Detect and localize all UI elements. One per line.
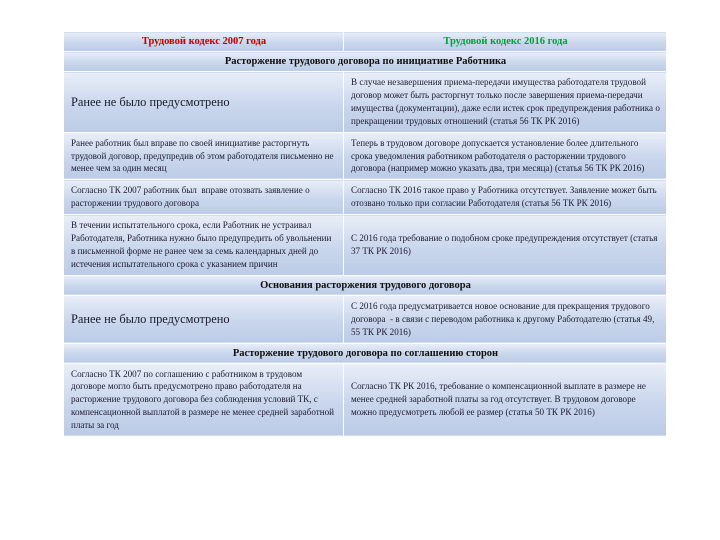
table-row bbox=[64, 215, 667, 276]
section-header-row-grounds bbox=[64, 275, 667, 295]
section-header-row-employee-initiative bbox=[64, 52, 667, 72]
section-header-mutual-agreement bbox=[64, 343, 667, 363]
row-3-cell-2007 bbox=[64, 180, 344, 215]
section-header-row-mutual-agreement bbox=[64, 343, 667, 363]
row-1-cell-2016 bbox=[344, 72, 667, 133]
column-header-code-2007-label: Трудовой кодекс 2007 года bbox=[141, 36, 267, 47]
column-header-code-2016-label: Трудовой кодекс 2016 года bbox=[443, 36, 568, 47]
column-header-code-2007 bbox=[64, 32, 344, 52]
table-row bbox=[64, 72, 667, 133]
row-2-text-2007: Ранее работник был вправе по своей инициативе расторгнуть трудовой договор, предупредив об этом работодателя письменно не менее чем за один месяц bbox=[71, 137, 336, 174]
column-header-code-2016 bbox=[344, 32, 667, 52]
row-5-text-2007: Ранее не было предусмотрено bbox=[71, 312, 230, 327]
row-2-cell-2016 bbox=[344, 132, 667, 180]
row-1-cell-2007 bbox=[64, 72, 344, 133]
section-header-grounds-for-termination bbox=[64, 275, 667, 295]
row-4-cell-2016 bbox=[344, 215, 667, 276]
comparison-table bbox=[63, 31, 667, 437]
row-6-cell-2007 bbox=[64, 363, 344, 437]
row-4-cell-2007 bbox=[64, 215, 344, 276]
row-6-text-2007: Согласно ТК 2007 по соглашению с работником в трудовом договоре могло быть предусмотрено право работодателя на расторжение трудового договора без соблюдения условий ТК, с компенсационной выплатой в размере не менее средней заработной платы за год bbox=[71, 368, 337, 431]
row-3-text-2016: Согласно ТК 2016 такое право у Работника отсутствует. Заявление может быть отозвано только при согласии Работодателя (статья 56 ТК РК 2016) bbox=[351, 185, 659, 209]
row-5-cell-2016 bbox=[344, 295, 667, 343]
row-2-text-2016: Теперь в трудовом договоре допускается установление более длительного срока уведомления работником работодателя о расторжении трудового договора (например можно указать два, три месяца) (статья 56 ТК РК 2016) bbox=[351, 137, 645, 174]
row-4-text-2016: С 2016 года требование о подобном сроке предупреждения отсутствует (статья 37 ТК РК 2016) bbox=[351, 233, 660, 256]
section-header-employee-initiative-label: Расторжение трудового договора по инициативе Работника bbox=[224, 56, 507, 67]
row-5-text-2016: С 2016 года предусматривается новое основание для прекращения трудового договора - в связи с переводом работника к другому Работодателю (статья 49, 55 ТК РК 2016) bbox=[351, 300, 657, 337]
row-3-cell-2016 bbox=[344, 180, 667, 215]
table-header-row bbox=[64, 32, 667, 52]
section-header-mutual-agreement-label: Расторжение трудового договора по соглашению сторон bbox=[232, 347, 499, 359]
row-2-cell-2007 bbox=[64, 132, 344, 180]
row-3-text-2007: Согласно ТК 2007 работник был вправе отозвать заявление о расторжении трудового договора bbox=[71, 185, 312, 209]
section-header-employee-initiative bbox=[64, 52, 667, 72]
table-row bbox=[64, 180, 667, 215]
table-row bbox=[64, 295, 667, 343]
table-row bbox=[64, 132, 667, 180]
row-4-text-2007: В течении испытательного срока, если Работник не устраивал Работодателя, Работника нужно было предупредить об увольнении в письменной форме не ранее чем за семь календарных дней до истечения испытательного срока с указанием причин bbox=[71, 220, 334, 269]
row-5-cell-2007 bbox=[64, 295, 344, 343]
row-6-cell-2016 bbox=[344, 363, 667, 437]
row-1-text-2007: Ранее не было предусмотрено bbox=[71, 94, 230, 109]
row-1-text-2016: В случае незавершения приема-передачи имущества работодателя трудовой договор может быть расторгнут только после завершения приема-передачи имущества (документации), даже если истек срок предупреждения работника о прекращении трудовых отношений (статья 56 ТК РК 2016) bbox=[351, 77, 663, 126]
row-6-text-2016: Согласно ТК РК 2016, требование о компенсационной выплате в размере не менее средней заработной платы за год отсутствует. В трудовом договоре можно предусмотреть любой ее размер (статья 50 ТК РК 2016) bbox=[351, 381, 649, 418]
section-header-grounds-label: Основания расторжения трудового договора bbox=[260, 279, 471, 291]
table-row bbox=[64, 363, 667, 437]
comparison-table-wrapper bbox=[63, 31, 666, 437]
